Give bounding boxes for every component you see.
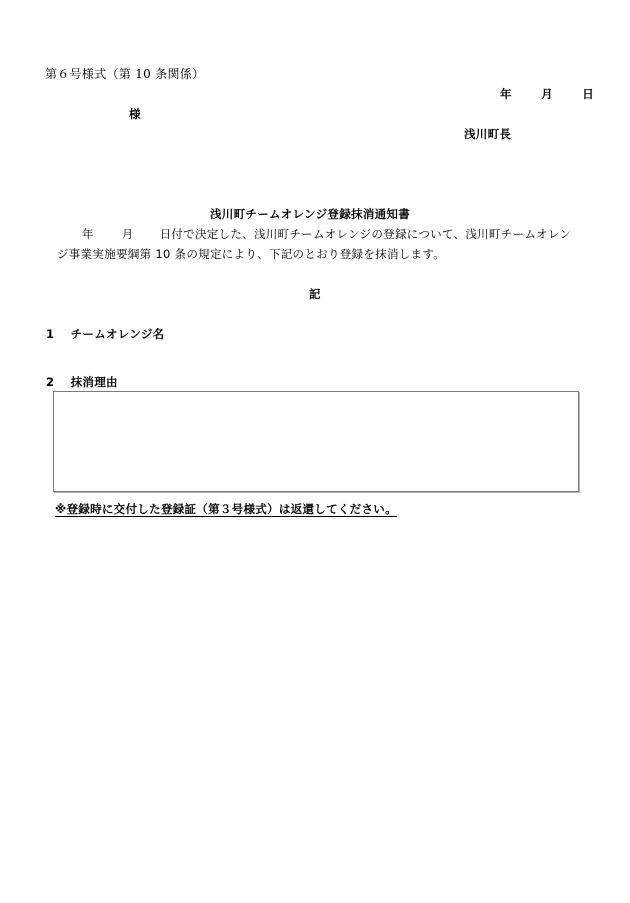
issuer-name: 浅川町長 [464,127,512,141]
item-number: 1 [46,327,55,341]
header-date-year: 年 [500,87,512,101]
header-date [500,87,594,101]
item-reason [46,375,118,389]
document-title: 浅川町チームオレンジ登録抹消通知書 [210,207,411,221]
body-line-1-text: 日付で決定した、浅川町チームオレンジの登録について、浅川町チームオレン [159,227,572,241]
body-line-1 [82,227,571,241]
body-line-2: ジ事業実施要綱第 10 条の規定により、下記のとおり登録を抹消します。 [57,247,446,261]
header-date-day: 日 [582,87,595,101]
reason-input-box[interactable] [53,391,579,492]
return-certificate-note: ※登録時に交付した登録証（第３号様式）は返還してください。 [55,502,397,516]
body-year: 年 [82,227,94,241]
form-number: 第６号様式（第 10 条関係） [45,67,205,81]
body-month: 月 [121,227,134,241]
item-number: 2 [46,375,55,389]
item-team-name [46,327,164,341]
item-label: チームオレンジ名 [70,327,165,341]
item-label: 抹消理由 [70,375,118,389]
addressee-suffix: 様 [129,107,141,121]
header-date-month: 月 [541,87,553,101]
ki-heading: 記 [309,287,321,301]
